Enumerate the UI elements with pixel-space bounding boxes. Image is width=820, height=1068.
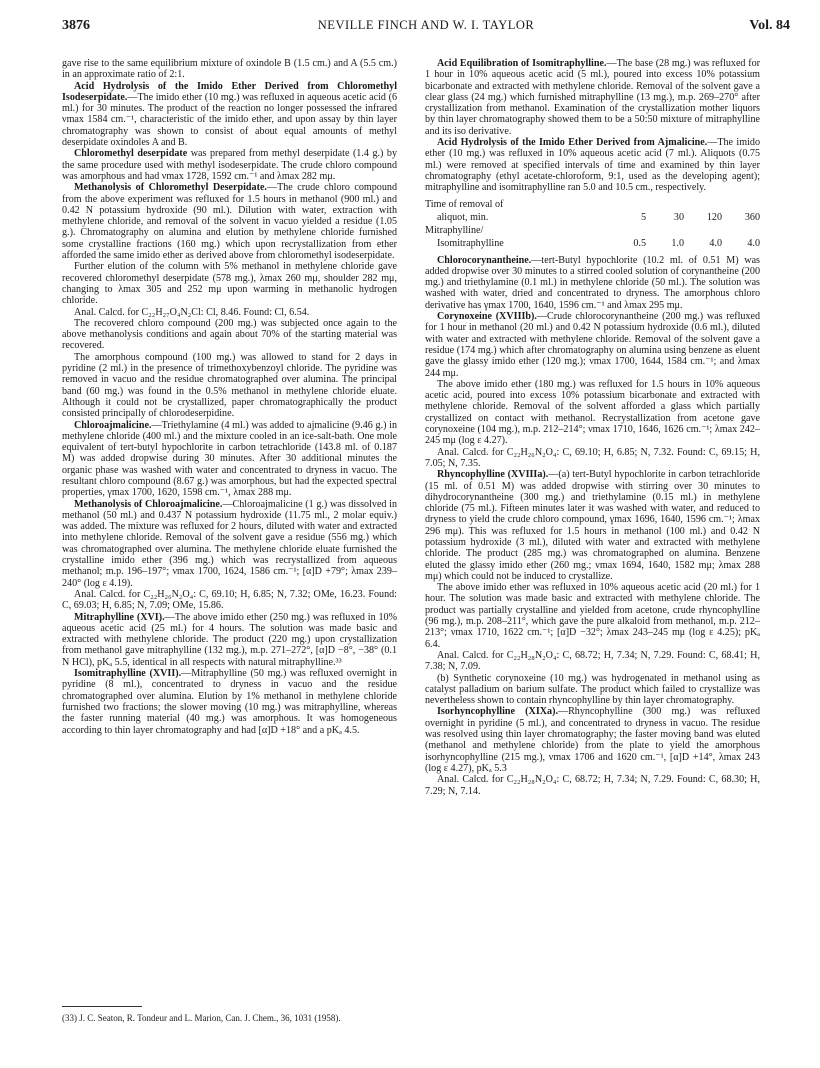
paragraph: The recovered chloro compound (200 mg.) was subjected once again to the above methanolysis conditions and again about 70% of the starting material was recovered. <box>62 317 397 352</box>
table-cell: 1.0 <box>671 237 684 249</box>
analysis-line: Anal. Calcd. for C₂₂H₂₇O₄N₂Cl: Cl, 8.46. Found: Cl, 6.54. <box>74 306 310 318</box>
page-header <box>62 18 790 38</box>
paragraph: gave rise to the same equilibrium mixture of oxindole B (1.5 cm.) and A (5.5 cm.) in an approximate ratio of 2:1. <box>62 58 397 81</box>
section-heading: Rhyncophylline (XVIIIa). <box>437 469 549 481</box>
section-heading: Mitraphylline (XVI). <box>74 611 165 623</box>
paragraph: Mitraphylline (XVI).—The above imido ether (250 mg.) was refluxed in 10% aqueous acetic acid (25 ml.) for 4 hours. The solution was made basic and extracted with methylene chloride. The product (220 mg.) upon crystallization from methanol gave mitraphylline (132 mg.), m.p. 271–272°, [α]D −8°, −38° (0.1 N HCl), pKₐ 5.5, identical in all respects with natural mitraphylline.³³ <box>62 611 397 668</box>
table-cell: 4.0 <box>709 237 722 249</box>
table-row <box>425 224 760 237</box>
paragraph: Acid Equilibration of Isomitraphylline.—The base (28 mg.) was refluxed for 1 hour in 10% aqueous acetic acid (5 ml.), poured into excess 10% potassium bicarbonate and extracted with methylene chloride. Removal of the solvent gave a clear glass (24 mg.) which furnished mitraphylline (13 mg.), m.p. 269–270° after crystallization from methanol. Examination of the crystallization mother liquors by thin layer chromatography showed them to be a 50:50 mixture of mitraphylline and its iso derivative. <box>425 58 760 137</box>
paragraph: The above imido ether (180 mg.) was refluxed for 1.5 hours in 10% aqueous acetic acid, poured into excess 10% potassium bicarbonate and extracted with methylene chloride. Removal of the solvent afforded a glass which partially crystallized on contact with methanol. Recrystallization from acetone gave corynoxeine (104 mg.), m.p. 212–214°; νmax 1710, 1646, 1626 cm.⁻¹; λmax 242–245 mμ (log ε 4.27). <box>425 378 760 447</box>
paragraph: Acid Hydrolysis of the Imido Ether Derived from Chloromethyl Isodeserpidate.—The imido ether (10 mg.) was refluxed in aqueous acetic acid (6 ml.) for 30 minutes. The product of the reaction no longer possessed the infrared νmax 1584 cm.⁻¹, characteristic of the imido ether, and upon assay by thin layer chromatography was shown to consist of about equal amounts of methyl deserpidate oxindoles A and B. <box>62 80 397 149</box>
section-heading: Acid Hydrolysis of the Imido Ether Derived from Ajmalicine. <box>437 137 708 149</box>
paragraph: Further elution of the column with 5% methanol in methylene chloride gave recovered chloromethyl deserpidate (578 mg.), λmax 260 mμ, shoulder 282 mμ, changing to λmax 305 and 252 mμ upon warming in methanolic hydrogen chloride. <box>62 261 397 307</box>
section-heading: Chloromethyl deserpidate <box>74 148 188 160</box>
section-heading: Acid Hydrolysis of the Imido Ether Derived from Chloromethyl Isodeserpidate. <box>62 80 397 103</box>
table-cell: 360 <box>744 211 760 223</box>
hydrolysis-table <box>425 198 760 250</box>
page-number: 3876 <box>62 18 90 33</box>
analysis-line: Anal. Calcd. for C₂₂H₂₈N₂O₄: C, 68.72; H, 7.34; N, 7.29. Found: C, 68.41; H, 7.38; N, 7.09. <box>425 649 760 673</box>
paragraph: (b) Synthetic corynoxeine (10 mg.) was hydrogenated in methanol using as catalyst palladium on barium sulfate. The product which failed to crystallize was nevertheless shown to contain rhyncophylline by thin layer chromatography. <box>425 672 760 707</box>
paragraph: Isomitraphylline (XVII).—Mitraphylline (50 mg.) was refluxed overnight in pyridine (8 ml.), concentrated to dryness in vacuo and the residue chromatographed over alumina. Elution by 1% methanol in methylene chloride furnished two fractions; the slower moving (10 mg.) was mitraphylline, whereas the faster running material (40 mg.) was amorphous. It was homogeneous according to thin layer chromatography and had [α]D +18° and a pKₐ 4.5. <box>62 668 397 736</box>
right-column <box>425 58 760 797</box>
table-cell: 0.5 <box>633 237 646 249</box>
paragraph: The amorphous compound (100 mg.) was allowed to stand for 2 days in pyridine (2 ml.) in the presence of trimethoxybenzoyl chloride. The pyridine was removed in vacuo and the residue chromatographed over alumina. The principal band (60 mg.) was found in the 0.5% methanol in methylene chloride eluate. Although it could not be crystallized, paper chromatographically the product consisted principally of chlorodeserpidine. <box>62 351 397 420</box>
table-cell: Mitraphylline/ <box>425 224 484 236</box>
table-row <box>425 211 760 224</box>
paragraph: Rhyncophylline (XVIIIa).—(a) tert-Butyl hypochlorite in carbon tetrachloride (15 ml. of 0.51 M) was added dropwise with stirring over 30 minutes to dihydrocorynantheine (300 mg.) and triethylamine (0.15 ml.) in methylene chloride (75 ml.). Fifteen minutes later it was washed with water, and reduced to dryness to yield the crude chloro compound, γmax 1696, 1640, 1596 cm.⁻¹; λmax 296 mμ). This was refluxed for 1.5 hours in methanol (100 ml.) and 0.42 N potassium hydroxide (3 ml.), diluted with water and extracted with methylene chloride. The product (285 mg.) was chromatographed on alumina. Benzene eluted the glassy imido ether (260 mg.; νmax 1694, 1640, 1582 mμ; λmax 288 mμ) which could not be induced to crystallize. <box>425 469 760 582</box>
footnote-rule <box>62 1006 142 1007</box>
paragraph: Methanolysis of Chloroajmalicine.—Chloroajmalicine (1 g.) was dissolved in methanol (50 ml.) and 0.437 N potassium hydroxide (11.75 ml., 2 molar equiv.) was added. The mixture was refluxed for 2 hours, diluted with water and extracted into methylene chloride. Removal of the solvent gave a residue (556 mg.) which was chromatographed over alumina. The methylene chloride eluate furnished the crystalline imido ether (396 mg.) which was recrystallized from aqueous methanol; m.p. 196–197°; νmax 1700, 1624, 1586 cm.⁻¹; [α]D +79°; λmax 239–240° (log ε 4.19). <box>62 498 397 589</box>
table-cell: 120 <box>706 211 722 223</box>
paragraph: Chloromethyl deserpidate was prepared from methyl deserpidate (1.4 g.) by the same procedure used with methyl isodeserpidate. The crude chloro compound was amorphous and had νmax 1728, 1592 cm.⁻¹ and λmax 282 mμ. <box>62 148 397 182</box>
footnote: (33) J. C. Seaton, R. Tondeur and L. Marion, Can. J. Chem., 36, 1031 (1958). <box>62 1013 341 1023</box>
table-cell: Isomitraphylline <box>437 237 504 249</box>
section-heading: Isorhyncophylline (XIXa). <box>437 706 558 718</box>
table-cell: Time of removal of <box>425 198 504 210</box>
section-heading: Corynoxeine (XVIIIb). <box>437 311 537 323</box>
volume-label: Vol. 84 <box>749 18 790 33</box>
analysis-line: Anal. Calcd. for C₂₂H₂₆N₂O₄: C, 69.10; H, 6.85; N, 7.32. Found: C, 69.15; H, 7.05; N, 7.35. <box>425 446 760 469</box>
section-heading: Methanolysis of Chloroajmalicine. <box>74 498 223 510</box>
paragraph: Chlorocorynantheine.—tert-Butyl hypochlorite (10.2 ml. of 0.51 M) was added dropwise over 30 minutes to a stirred cooled solution of corynantheine (200 mg.) and triethylamine (0.1 ml.) in methylene chloride (50 ml.). The solution was washed with water, dried and concentrated to dryness. The amorphous chloro derivative has γmax 1700, 1640, 1596 cm.⁻¹ and λmax 295 mμ. <box>425 254 760 311</box>
section-heading: Isomitraphylline (XVII). <box>74 668 182 680</box>
paragraph: Acid Hydrolysis of the Imido Ether Derived from Ajmalicine.—The imido ether (10 mg.) was refluxed in 10% aqueous acetic acid (7 ml.). Aliquots (0.75 ml.) were removed at specified intervals of time and examined by thin layer chromatography (ethyl acetate-chloroform, 9:1, used as the developing agent); mitraphylline and isomitraphylline ran 5.0 and 10.5 cm., respectively. <box>425 137 760 194</box>
section-heading: Methanolysis of Chloromethyl Deserpidate. <box>74 182 267 194</box>
left-column <box>62 58 397 736</box>
paragraph: Methanolysis of Chloromethyl Deserpidate.—The crude chloro compound from the above experiment was refluxed for 1.5 hours in methanol (900 ml.) and 0.42 N potassium hydroxide (90 ml.). Dilution with water, extraction with methylene chloride, and removal of the solvent in vacuo yielded a residue (1.05 g.). Chromatography on alumina and elution by methylene chloride furnished some crystalline fractions (160 mg.) which upon recrystallization from ether afforded the same imido ether as derived above from chloromethyl isodeserpidate. <box>62 182 397 262</box>
running-title: NEVILLE FINCH AND W. I. TAYLOR <box>317 18 535 32</box>
table-cell: aliquot, min. <box>437 211 489 223</box>
paragraph: Isorhyncophylline (XIXa).—Rhyncophylline (300 mg.) was refluxed overnight in pyridine (5 ml.), and concentrated to dryness in vacuo. The residue was resolved using thin layer chromatography; the faster moving band was eluted (methanol and methylene chloride) from the plate to yield the amorphous isorhyncophylline (215 mg.), νmax 1706 and 1620 cm.⁻¹, [α]D +14°, λmax 243 (log ε 4.27), pKₐ 5.3 <box>425 706 761 774</box>
section-heading: Chloroajmalicine. <box>74 419 152 431</box>
table-row <box>425 237 760 250</box>
analysis-line: Anal. Calcd. for C₂₂H₂₈N₂O₄: C, 68.72; H, 7.34; N, 7.29. Found: C, 68.30; H, 7.29; N, 7.14. <box>425 774 760 797</box>
table-cell: 5 <box>640 211 646 223</box>
paragraph: Corynoxeine (XVIIIb).—Crude chlorocorynantheine (200 mg.) was refluxed for 1 hour in methanol (20 ml.) and 0.42 N potassium hydroxide (0.6 ml.), diluted with water and extracted with methylene chloride. Removal of the solvent gave a residue (174 mg.) which after chromatography on alumina using benzene as eluent gave the glassy imido ether (120 mg.); νmax 1700, 1644, 1584 cm.⁻¹; and λmax 244 mμ. <box>425 311 760 379</box>
table-row <box>425 198 760 211</box>
section-heading: Chlorocorynantheine. <box>437 254 532 266</box>
section-heading: Acid Equilibration of Isomitraphylline. <box>437 58 607 69</box>
paragraph: Chloroajmalicine.—Triethylamine (4 ml.) was added to ajmalicine (9.46 g.) in methylene chloride (400 ml.) and the mixture cooled in an ice-salt-bath. One mole equivalent of tert-butyl hypochlorite in carbon tetrachloride (143.8 ml. of 0.187 M) was added dropwise during 30 minutes. After 30 additional minutes the organic phase was washed with water and concentrated to dryness in vacuo. The resultant chloro compound (8.67 g.) was amorphous, but had the expected spectral properties, γmax 1700, 1620, 1598 cm.⁻¹, λmax 288 mμ. <box>62 419 397 499</box>
analysis-line: Anal. Calcd. for C₂₂H₂₆N₂O₄: C, 69.10; H, 6.85; N, 7.32; OMe, 16.23. Found: C, 69.03; H, 6.85; N, 7.09; OMe, 15.86. <box>62 588 397 612</box>
table-cell: 4.0 <box>747 237 760 249</box>
paragraph: The above imido ether was refluxed in 10% aqueous acetic acid (20 ml.) for 1 hour. The solution was made basic and extracted with methylene chloride. The product was partially crystalline and yielded from acetone, crude rhyncophylline (96 mg.), m.p. 208–211°, which gave the pure alkaloid from methanol, m.p. 212–213°; νmax 1710, 1622 cm.⁻¹; [α]D −32°; λmax 243–245 mμ (log ε 4.25); pKₐ 6.4. <box>425 582 760 650</box>
table-cell: 30 <box>673 211 684 223</box>
